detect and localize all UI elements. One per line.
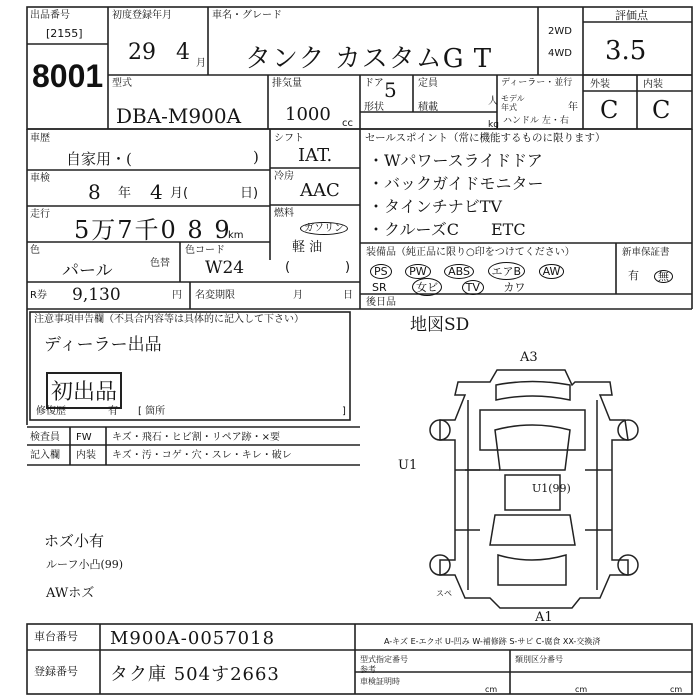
name-change-label: 名変期限 <box>195 290 235 301</box>
mileage-value: 5万7千0 8 9 <box>74 216 232 244</box>
warranty-no-circled: 無 <box>654 270 673 283</box>
ref-label: 参考 <box>360 665 376 674</box>
fuel-open-paren: ( <box>285 260 291 275</box>
chassis-label: 車台番号 <box>34 630 78 643</box>
repair-value: 有 <box>108 406 118 417</box>
equip-navi: 女ビ <box>412 278 442 296</box>
inspector-row1-head: FW <box>76 432 92 443</box>
car-name-label: 車名・グレード <box>212 10 282 21</box>
inspection-year: 8 <box>88 180 101 204</box>
shift-value: IAT. <box>298 145 333 166</box>
mark-u1: U1 <box>398 458 418 473</box>
category-label: 類別区分番号 <box>515 655 563 664</box>
repair-parts: [ 箇所 <box>138 406 166 417</box>
repaint-label: 色替 <box>150 258 170 269</box>
color-code-value: W24 <box>205 258 245 278</box>
ac-label: 冷房 <box>274 171 294 182</box>
load-label: 積載 <box>418 102 438 113</box>
color-value: パール <box>62 261 113 281</box>
selling-points-title: セールスポイント（常に機能するものに限ります） <box>365 132 606 144</box>
year-unit: 年 <box>568 102 578 113</box>
model-year-label: モデル年式 <box>501 94 525 112</box>
exterior-value: C <box>600 96 619 124</box>
inspector-label-1: 検査員 <box>30 432 60 443</box>
first-listing-stamp: 初出品 <box>46 372 122 409</box>
notes-title: 注意事項申告欄（不具合内容等は具体的に記入して下さい） <box>34 314 304 325</box>
fuel-diesel: 軽 油 <box>292 240 323 255</box>
mark-a1: A1 <box>535 610 553 625</box>
history-value: 自家用・( <box>66 150 132 168</box>
diagram-small-label: スペ <box>436 589 452 598</box>
history-label: 車歴 <box>30 133 50 144</box>
warranty-no <box>654 270 673 283</box>
chassis-value: M900A-0057018 <box>110 628 276 649</box>
inspector-row2-text: キズ・汚・コゲ・穴・スレ・キレ・破レ <box>112 450 292 461</box>
remark-line-3: AWホズ <box>46 586 95 601</box>
fuel-close-paren: ) <box>345 260 351 275</box>
model-value: DBA-M900A <box>116 104 242 128</box>
fuel-gasoline-circled: ガソリン <box>300 222 348 235</box>
selling-point-item: ・バックガイドモニター <box>368 174 544 193</box>
cm-unit-1: cm <box>485 685 498 694</box>
repair-close-bracket: ] <box>342 406 346 417</box>
notes-line-1: ディーラー出品 <box>44 335 162 355</box>
doors-label: ドア <box>364 78 384 89</box>
drive-4wd: 4WD <box>548 48 572 59</box>
lot-sub-number: [2155] <box>46 27 83 40</box>
selling-point-item: ・Wパワースライドドア <box>368 151 543 170</box>
dealer-label: ディーラー・並行 <box>501 78 573 88</box>
fuel-gasoline <box>300 222 348 235</box>
shift-label: シフト <box>274 133 304 144</box>
equip-sr: SR <box>372 281 387 294</box>
first-reg-label: 初度登録年月 <box>112 10 172 21</box>
equip-abs: ABS <box>444 264 474 279</box>
recycle-value: 9,130 <box>72 285 121 305</box>
inspection-month: 4 <box>150 180 163 204</box>
equip-tv: TV <box>462 280 484 295</box>
doors-value: 5 <box>384 78 397 102</box>
equip-aw: AW <box>539 264 565 279</box>
recycle-label: R券 <box>30 290 47 301</box>
model-label: 型式 <box>112 78 132 89</box>
ac-value: AAC <box>300 180 340 201</box>
capacity-unit: 人 <box>488 96 498 107</box>
damage-legend: A-キズ E-エクボ U-凹み W-補修跡 S-サビ C-腐食 XX-交換済 <box>384 637 601 646</box>
after-market-value: 地図SD <box>410 315 470 335</box>
lot-label: 出品番号 <box>30 10 70 21</box>
inspection-day-unit: 日) <box>240 186 259 201</box>
remark-line-1: ホズ小有 <box>44 532 105 550</box>
grade-value: 3.5 <box>605 36 647 66</box>
mileage-label: 走行 <box>30 209 50 220</box>
color-label: 色 <box>30 245 40 256</box>
selling-point-text: タインチナビTV <box>384 197 502 216</box>
selling-point-text: バックガイドモニター <box>384 174 544 193</box>
mark-a3: A3 <box>520 350 538 365</box>
name-change-month: 月 <box>293 290 303 301</box>
warranty-yes: 有 <box>628 269 639 282</box>
shape-label: 形状 <box>364 102 384 113</box>
inspection-month-unit: 月( <box>170 186 189 201</box>
cm-unit-3: cm <box>670 685 683 694</box>
inspection-year-unit: 年 <box>118 186 132 201</box>
reg-value: タク庫 504す2663 <box>110 664 280 685</box>
mileage-unit: km <box>228 230 244 241</box>
cert-label: 車検証明時 <box>360 677 400 686</box>
inspector-label-2: 記入欄 <box>30 450 60 461</box>
displacement-value: 1000 <box>285 104 331 125</box>
interior-label: 内装 <box>643 79 663 90</box>
yen-unit: 円 <box>172 290 182 301</box>
equipment-row-2 <box>372 278 612 296</box>
exterior-label: 外装 <box>590 79 610 90</box>
color-code-label: 色コード <box>185 245 225 256</box>
selling-point-text: クルーズC <box>384 220 459 239</box>
first-reg-month: 4 <box>176 40 190 65</box>
cm-unit-2: cm <box>575 685 588 694</box>
spec-number-label: 型式指定番号 <box>360 655 408 664</box>
equip-pw: PW <box>405 264 431 279</box>
after-market-label: 後日品 <box>366 297 396 308</box>
repair-label: 修復歴 <box>36 406 66 417</box>
equipment-title: 装備品（純正品に限り○印をつけてください） <box>366 247 575 258</box>
inspector-row2-head: 内装 <box>76 450 96 461</box>
name-change-day: 日 <box>343 290 353 301</box>
selling-point-item: ・クルーズC ETC <box>368 220 526 239</box>
warranty-label: 新車保証書 <box>622 247 670 258</box>
fuel-label: 燃料 <box>274 208 294 219</box>
displacement-label: 排気量 <box>272 78 302 89</box>
load-unit: kg <box>488 120 499 130</box>
drive-2wd: 2WD <box>548 26 572 37</box>
grade-label: 評価点 <box>615 9 648 22</box>
mark-u1-99: U1(99) <box>532 482 571 495</box>
equip-airbag: エアB <box>488 262 526 280</box>
selling-point-text: ETC <box>491 220 526 239</box>
interior-value: C <box>652 96 671 124</box>
lot-number: 8001 <box>32 58 104 94</box>
repair-parts-text: 箇所 <box>145 406 166 417</box>
inspector-row1-text: キズ・飛石・ヒビ割・リペア跡・×要 <box>112 432 280 443</box>
month-unit: 月 <box>196 58 206 69</box>
remark-line-2: ルーフ小凸(99) <box>46 558 124 571</box>
first-reg-year: 29 <box>128 40 156 65</box>
handle-label: ハンドル 左・右 <box>503 116 569 126</box>
equip-leather: カワ <box>503 281 526 294</box>
history-close: ) <box>253 148 259 166</box>
inspection-label: 車検 <box>30 173 50 184</box>
capacity-label: 定員 <box>418 78 438 89</box>
car-name-value: タンク カスタムG T <box>245 44 493 74</box>
equip-ps: PS <box>370 264 392 279</box>
selling-point-item: ・タインチナビTV <box>368 197 502 216</box>
selling-points-list <box>368 148 688 240</box>
reg-label: 登録番号 <box>34 665 78 678</box>
displacement-unit: cc <box>342 118 353 129</box>
selling-point-text: Wパワースライドドア <box>384 151 543 170</box>
